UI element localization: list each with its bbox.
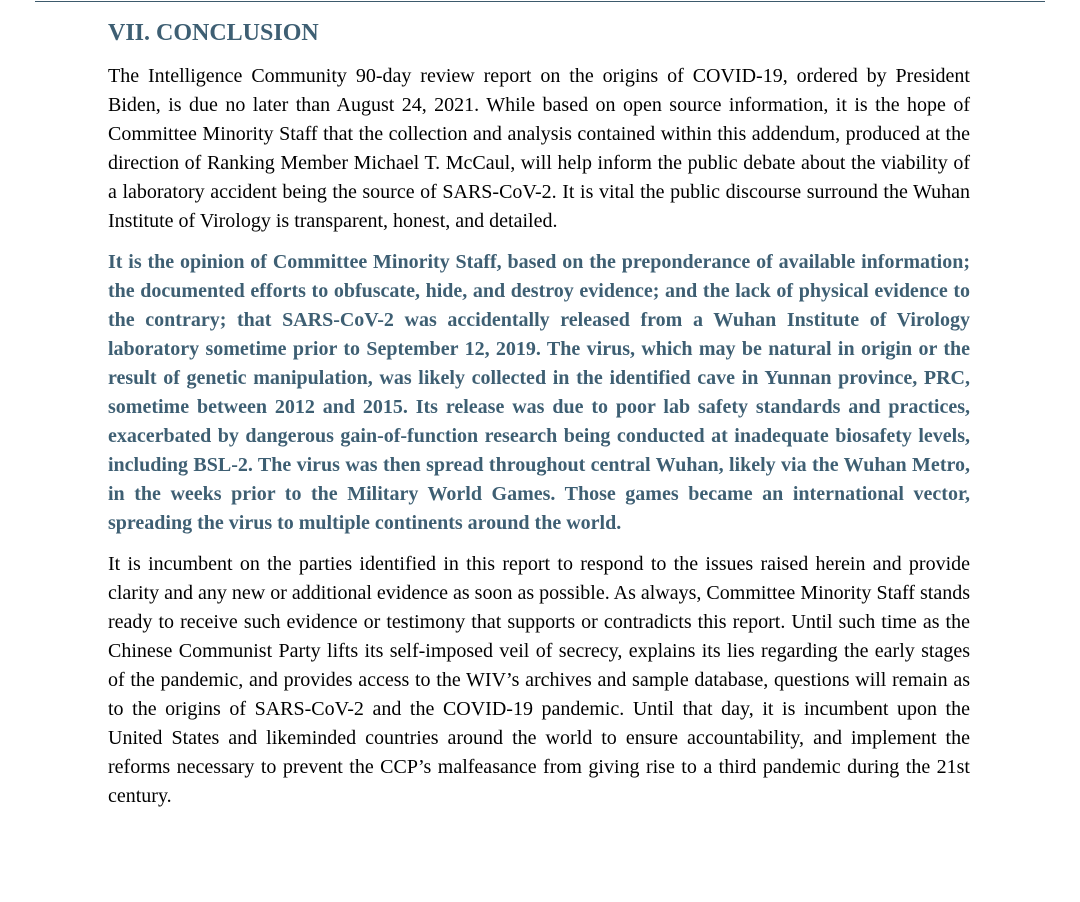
paragraph-intro: The Intelligence Community 90-day review report on the origins of COVID-19, ordered by President Biden, is due no later than August 24, 2021. While based on open source information, it is the hope of Committee Minority Staff that the collection and analysis contained within this addendum, produced at the direction of Ranking Member Michael T. McCaul, will help inform the public debate about the viability of a laboratory accident being the source of SARS-CoV-2. It is vital the public discourse surround the Wuhan Institute of Virology is transparent, honest, and detailed.	[108, 65, 970, 233]
paragraph-closing: It is incumbent on the parties identified in this report to respond to the issues raised herein and provide clarity and any new or additional evidence as soon as possible. As always, Committee Minority Staff stands ready to receive such evidence or testimony that supports or contradicts this report. Until such time as the Chinese Communist Party lifts its self-imposed veil of secrecy, explains its lies regarding the early stages of the pandemic, and provides access to the WIV’s archives and sample database, questions will remain as to the origins of SARS-CoV-2 and the COVID-19 pandemic. Until that day, it is incumbent upon the United States and likeminded countries around the world to ensure accountability, and implement the reforms necessary to prevent the CCP’s malfeasance from giving rise to a third pandemic during the 21st century.	[108, 552, 970, 808]
header-rule	[35, 1, 1045, 2]
paragraph-opinion-emphasis: It is the opinion of Committee Minority Staff, based on the preponderance of available information; the documented efforts to obfuscate, hide, and destroy evidence; and the lack of physical evidence to the contrary; that SARS-CoV-2 was accidentally released from a Wuhan Institute of Virology laboratory sometime prior to September 12, 2019. The virus, which may be natural in origin or the result of genetic manipulation, was likely collected in the identified cave in Yunnan province, PRC, sometime between 2012 and 2015. Its release was due to poor lab safety standards and practices, exacerbated by dangerous gain-of-function research being conducted at inadequate biosafety levels, including BSL-2. The virus was then spread throughout central Wuhan, likely via the Wuhan Metro, in the weeks prior to the Military World Games. Those games became an international vector, spreading the virus to multiple continents around the world.	[108, 250, 970, 535]
section-heading: VII. CONCLUSION	[108, 20, 319, 46]
conclusion-section	[108, 18, 970, 822]
